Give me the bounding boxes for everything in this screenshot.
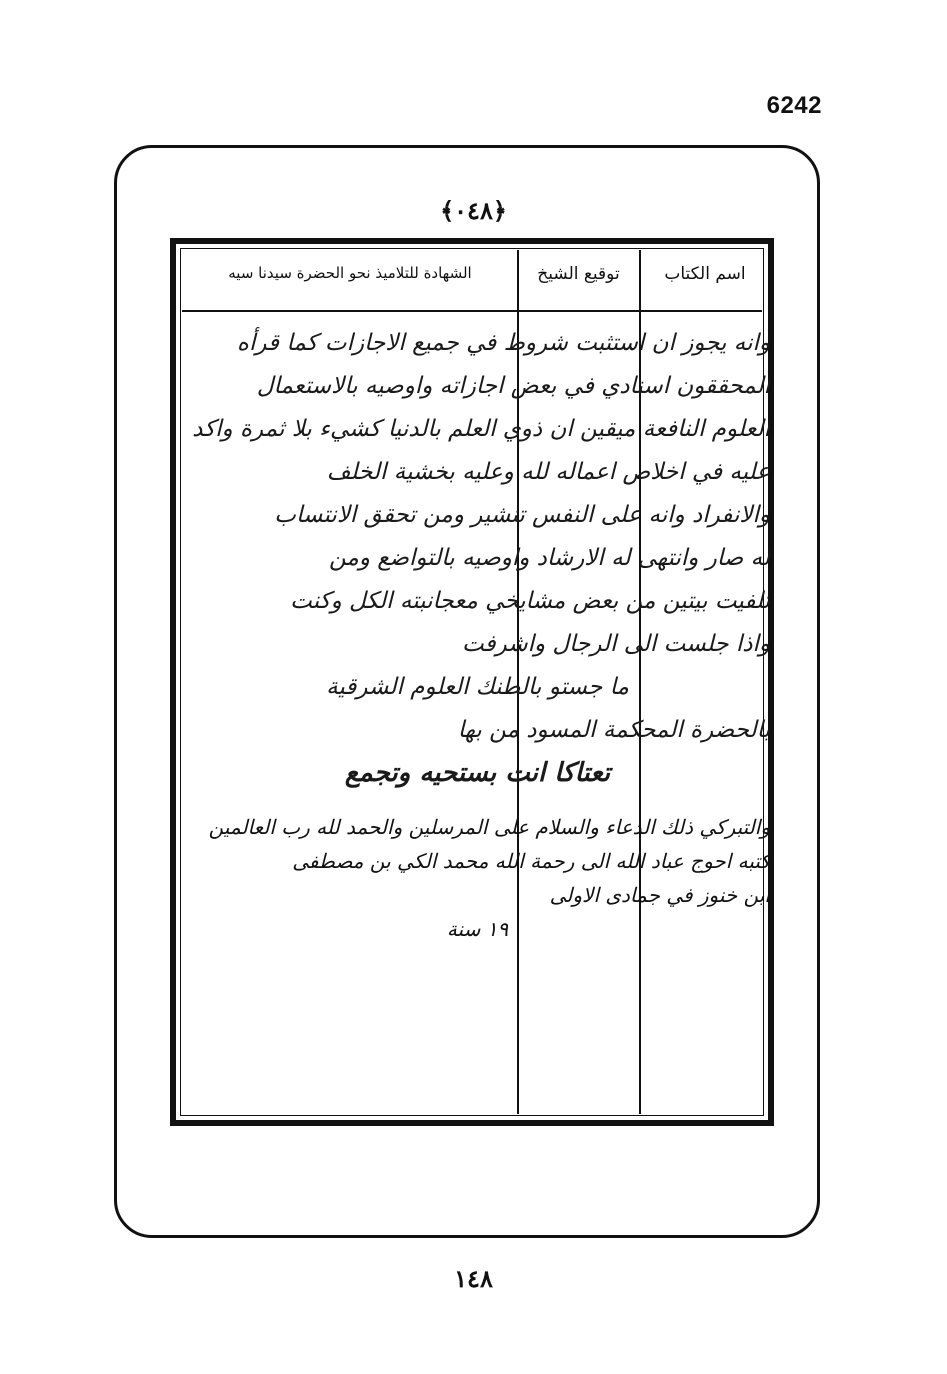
signature-line: ابن خنوز في جمادى الاولى <box>549 883 770 907</box>
signature-line: والتبركي ذلك الدعاء والسلام على المرسلين والحمد لله رب العالمين <box>208 815 770 839</box>
handwritten-line: له صار وانتهى له الارشاد واوصيه بالتواضع ومن <box>329 545 770 571</box>
handwritten-signature-block <box>185 810 770 946</box>
header-book-name: اسم الكتاب <box>664 264 746 284</box>
page-number: ١٤٨ <box>454 1264 493 1293</box>
handwritten-line: ما جستو بالطنك العلوم الشرقية <box>326 674 629 700</box>
document-id-number: 6242 <box>766 92 822 119</box>
signature-line: كتبه احوج عباد الله الى رحمة الله محمد الكي بن مصطفى <box>292 849 770 873</box>
header-certificate: الشهادة للتلاميذ نحو الحضرة سيدنا سيه <box>228 264 472 282</box>
handwritten-line: بالحضرة المحكمة المسود من بها <box>457 717 770 743</box>
handwritten-line: وانه يجوز ان استثبت شروط في جميع الاجازات كما قرأه <box>236 330 770 356</box>
handwritten-line: والانفراد وانه على النفس تنشير ومن تحقق الانتساب <box>274 502 770 528</box>
handwritten-line: المحققون اسنادي في بعض اجازاته واوصيه بالاستعمال <box>256 373 770 399</box>
header-sheikh-signature: توقيع الشيخ <box>537 264 620 284</box>
frame-page-number: ﴿٠٤٨﴾ <box>440 196 507 225</box>
handwritten-line: العلوم النافعة ميقين ان ذوي العلم بالدنيا كشيء بلا ثمرة واكد <box>192 416 770 442</box>
handwritten-certificate-text <box>185 322 770 795</box>
signature-date: ١٩ سنة <box>446 917 509 941</box>
handwritten-line: تعتاكا انت بستحيه وتجمع <box>344 758 611 788</box>
handwritten-line: واذا جلست الى الرجال واشرفت <box>462 631 770 657</box>
handwritten-line: عليه في اخلاص اعماله لله وعليه بخشية الخلف <box>326 459 770 485</box>
handwritten-line: تلفيت بيتين من بعض مشايخي معجانبته الكل وكنت <box>290 588 770 614</box>
